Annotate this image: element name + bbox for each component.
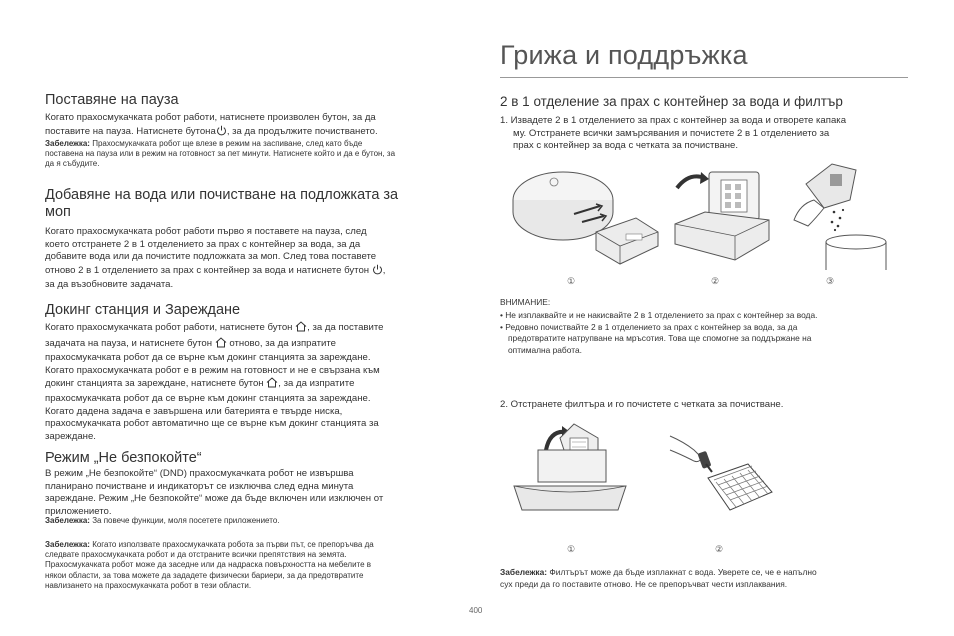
attention-list: • Не изплаквайте и не накисвайте 2 в 1 отделението за прах с контейнер за вода. • Редовно почиствайте 2 в 1 отделението за прах с контейнер за вода, за да предотвратите натрупване на мръсотия. Това ще спомогне за поддържане на оптимална работа. bbox=[500, 310, 818, 355]
robot-remove-bin-illustration bbox=[508, 160, 660, 272]
dock-heading: Докинг станция и Зареждане bbox=[45, 302, 241, 318]
fig2-label-1: ① bbox=[567, 544, 576, 554]
page-title: Грижа и поддръжка bbox=[500, 40, 748, 70]
water-heading: Добавяне на вода или почистване на подложката за моп bbox=[45, 187, 399, 221]
page-number: 400 bbox=[469, 606, 483, 615]
fig1-label-2: ② bbox=[711, 276, 720, 286]
power-icon bbox=[372, 264, 383, 280]
dock-text: Когато прахосмукачката робот работи, натиснете бутон , за да поставите задачата на пауза, и натиснете бутон отново, за да изпратите прахосмукачката робот да се върне към докинг станцията за зареждане. Когато прахосмукачката робот е в режим на готовност и не е свързана към докинг станцията за зареждане, натиснете бутон , за да изпратите прахосмукачката робот да се върне към докинг станцията за зареждане. Когато дадена задача е завършена или батерията е твърде ниска, прахосмукачката робот автоматично ще се върне към докинг станцията за зареждане. bbox=[45, 322, 384, 442]
filter-note: Забележка: Филтърът може да бъде изплакнат с вода. Уверете се, че е напълно сух преди да го поставите отново. Не се препоръчват чести изплаквания. bbox=[500, 567, 817, 590]
fig1-label-1: ① bbox=[567, 276, 576, 286]
dnd-heading: Режим „Не безпокойте“ bbox=[45, 450, 202, 466]
title-rule bbox=[500, 77, 908, 78]
empty-bin-illustration bbox=[788, 160, 888, 270]
attention-label: ВНИМАНИЕ: bbox=[500, 297, 551, 307]
bottom-note: Забележка: Когато използвате прахосмукачката робота за първи път, се препоръчва да следвате прахосмукачката робот и да отстраните всички препятствия на земята. Прахосмукачката робот може да заседне или да надраска повърхността на мебелите в някои области, за това можете да зададете физически бариери, за да предотвратите навлизането на прахосмукачката робот в тези области. bbox=[45, 540, 374, 590]
remove-filter-illustration bbox=[510, 420, 630, 520]
fig2-label-2: ② bbox=[715, 544, 724, 554]
fig1-label-3: ③ bbox=[826, 276, 835, 286]
bin-open-lid-illustration bbox=[665, 168, 775, 268]
pause-heading: Поставяне на пауза bbox=[45, 92, 179, 108]
pause-note: Забележка: Прахосмукачката робот ще влезе в режим на заспиване, след като бъде поставена на пауза или в режим на готовност за пет минути. Натиснете който и да е бутон, за да я събудите. bbox=[45, 139, 396, 169]
home-icon bbox=[215, 337, 227, 353]
dnd-note: Забележка: За повече функции, моля посетете приложението. bbox=[45, 516, 280, 525]
home-icon bbox=[295, 321, 307, 337]
step1-text: 1. Извадете 2 в 1 отделението за прах с контейнер за вода и отворете капака му. Отстранете всички замърсявания и почистете 2 в 1 отделението за прах с контейнер за вода с четката за почистване. bbox=[500, 115, 847, 152]
power-icon bbox=[216, 125, 227, 141]
brush-filter-illustration bbox=[668, 428, 778, 528]
home-icon bbox=[266, 377, 278, 393]
dnd-text: В режим „Не безпокойте“ (DND) прахосмукачката робот не извършва планирано почистване и индикаторът се изключва след една минута зареждане. Режим „Не безпокойте“ може да бъде включен или изключен от приложението. bbox=[45, 468, 384, 517]
dustbin-heading: 2 в 1 отделение за прах с контейнер за вода и филтър bbox=[500, 94, 843, 109]
pause-text: Когато прахосмукачката робот работи, натиснете произволен бутон, за да поставите на пауза. Натиснете бутона , за да продължите почистването. bbox=[45, 112, 465, 140]
step2-text: 2. Отстранете филтъра и го почистете с четката за почистване. bbox=[500, 399, 784, 410]
water-text: Когато прахосмукачката робот работи първо я поставете на пауза, след което отстранете 2 в 1 отделението за прах с контейнер за вода, за да добавите вода или да почистите подложката за моп. След това поставете отново 2 в 1 отделението за прах с контейнер за вода и натиснете бутон , за да възобновите задачата. bbox=[45, 226, 386, 291]
